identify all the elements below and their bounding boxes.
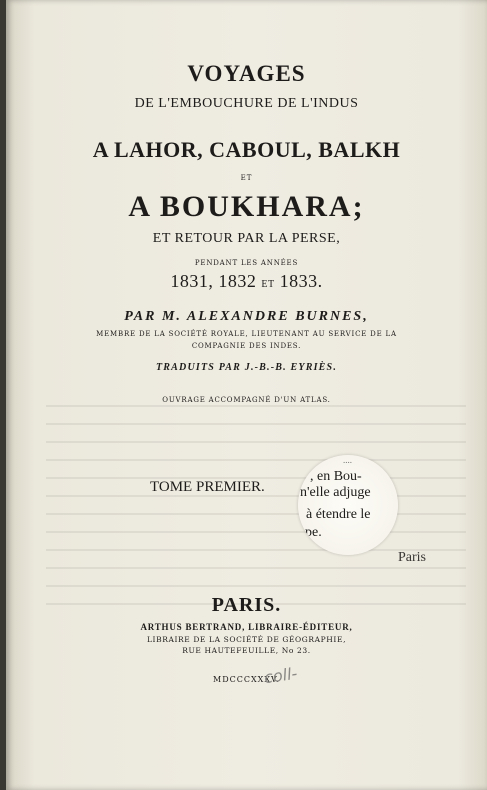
subtitle-et: ET: [240, 174, 253, 182]
year-1833: 1833.: [279, 271, 323, 291]
book-title: VOYAGES: [187, 61, 306, 86]
publication-city: PARIS.: [211, 594, 282, 616]
pendant-les-annees: PENDANT LES ANNÉES: [194, 259, 299, 267]
bleed-through-text: [46, 405, 466, 655]
year-1831: 1831,: [170, 271, 214, 291]
pencil-annotation: coll-: [262, 663, 299, 688]
subtitle-retour: ET RETOUR PAR LA PERSE,: [152, 231, 341, 246]
author-credentials-1: MEMBRE DE LA SOCIÉTÉ ROYALE, LIEUTENANT AU SERVICE DE LA: [96, 330, 397, 338]
years-line: [6, 272, 487, 290]
author-credentials-2: COMPAGNIE DES INDES.: [191, 342, 302, 350]
subtitle-lahor: A LAHOR, CABOUL, BALKH: [92, 137, 401, 162]
pasted-paper-fragment: [298, 455, 398, 555]
publisher-name: ARTHUS BERTRAND, LIBRAIRE-ÉDITEUR,: [140, 622, 353, 632]
publisher-society: LIBRAIRE DE LA SOCIÉTÉ DE GÉOGRAPHIE,: [146, 635, 347, 644]
translator-line: TRADUITS PAR J.-B.-B. EYRIÈS.: [155, 362, 338, 373]
subtitle-boukhara: A BOUKHARA;: [128, 190, 365, 223]
publication-date: MDCCCXXXV.: [213, 675, 280, 684]
publisher-address: RUE HAUTEFEUILLE, No 23.: [182, 646, 311, 655]
fragment-line-5: Paris: [398, 550, 426, 565]
volume-label: TOME PREMIER.: [150, 479, 265, 495]
year-et: ET: [261, 279, 275, 290]
year-1832: 1832: [218, 271, 257, 291]
fragment-line-2: n'elle adjuge: [300, 485, 371, 500]
subtitle-embouchure: DE L'EMBOUCHURE DE L'INDUS: [134, 96, 359, 111]
fragment-faint-text: ....: [343, 455, 352, 465]
fragment-line-1: , en Bou-: [310, 469, 362, 484]
atlas-note: OUVRAGE ACCOMPAGNÉ D'UN ATLAS.: [162, 396, 331, 404]
author-line: PAR M. ALEXANDRE BURNES,: [124, 309, 369, 324]
title-page: [6, 0, 487, 790]
fragment-line-4: upe.: [298, 525, 322, 540]
fragment-line-3: à étendre le: [306, 507, 371, 522]
